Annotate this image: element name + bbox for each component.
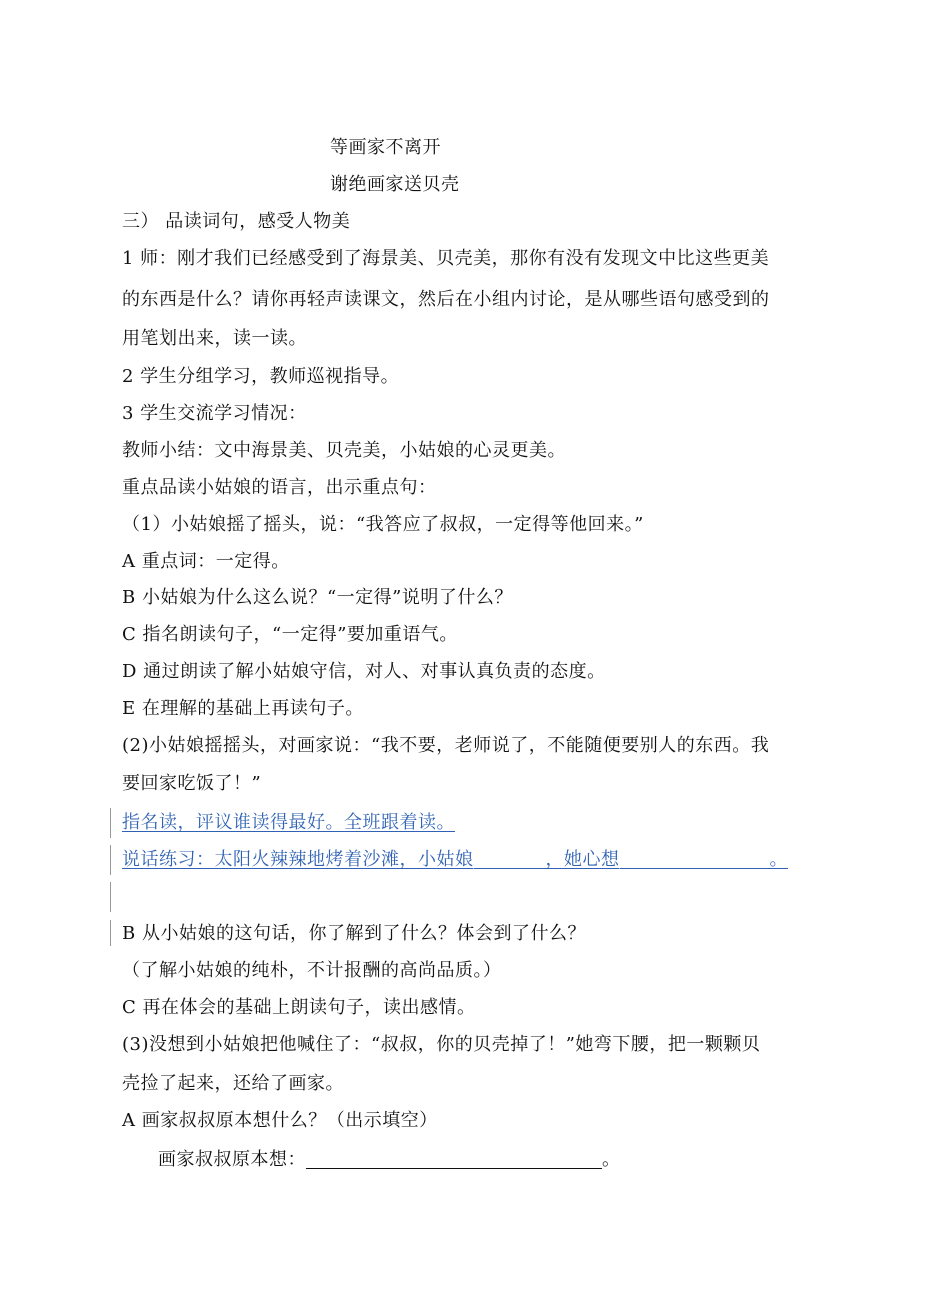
revision-bar [110,808,111,838]
list-item: B 小姑娘为什么这么说？“一定得”说明了什么？ [122,587,513,608]
list-item: C 指名朗读句子，“一定得”要加重语气。 [122,624,458,645]
paragraph-line: （了解小姑娘的纯朴，不计报酬的高尚品质。） [122,960,502,981]
revised-text-line: 指名读，评议谁读得最好。全班跟着读。 [122,812,455,833]
revision-bar [110,882,111,912]
paragraph-line: 用笔划出来，读一读。 [122,328,307,349]
exercise-prompt: 说话练习：太阳火辣辣地烤着沙滩，小姑娘 [122,849,474,870]
key-sentence: (3)没想到小姑娘把他喊住了：“叔叔，你的贝壳掉了！”她弯下腰，把一颗颗贝 [122,1034,761,1055]
exercise-end: 。 [769,849,788,870]
paragraph-line: 1 师：刚才我们已经感受到了海景美、贝壳美，那你有没有发现文中比这些更美 [122,248,770,269]
answer-blank [306,1148,602,1169]
outline-item: 等画家不离开 [330,137,441,158]
paragraph-line: 的东西是什么？请你再轻声读课文，然后在小组内讨论，是从哪些语句感受到的 [122,289,770,310]
paragraph-line: 教师小结：文中海景美、贝壳美，小姑娘的心灵更美。 [122,440,566,461]
list-item: C 再在体会的基础上朗读句子，读出感情。 [122,997,476,1018]
key-sentence: （1）小姑娘摇了摇头，说：“我答应了叔叔，一定得等他回来。” [122,514,644,535]
fill-in-prompt: 画家叔叔原本想： [158,1149,306,1170]
fill-in-end: 。 [602,1149,621,1170]
revision-bar [110,845,111,875]
paragraph-line: 壳捡了起来，还给了画家。 [122,1073,344,1094]
outline-item: 谢绝画家送贝壳 [330,174,460,195]
list-item: D 通过朗读了解小姑娘守信，对人、对事认真负责的态度。 [122,661,606,682]
list-item: E 在理解的基础上再读句子。 [122,698,364,719]
exercise-middle: ，她心想 [545,849,620,870]
paragraph-line: 重点品读小姑娘的语言，出示重点句： [122,477,437,498]
fill-in-line [158,1147,621,1173]
revision-bar [110,920,111,946]
list-item: A 重点词：一定得。 [122,551,290,572]
fill-blank [474,848,546,869]
list-item: A 画家叔叔原本想什么？（出示填空） [122,1110,438,1131]
section-heading: 三） 品读词句，感受人物美 [122,211,351,232]
list-item: B 从小姑娘的这句话，你了解到了什么？体会到了什么？ [122,923,586,944]
fill-blank [620,848,770,869]
revised-speaking-exercise [122,847,788,873]
paragraph-line: 2 学生分组学习，教师巡视指导。 [122,366,400,387]
paragraph-line: 3 学生交流学习情况： [122,403,307,424]
paragraph-line: 要回家吃饭了！” [122,773,262,794]
key-sentence: (2)小姑娘摇摇头，对画家说：“我不要，老师说了，不能随便要别人的东西。我 [122,735,770,756]
